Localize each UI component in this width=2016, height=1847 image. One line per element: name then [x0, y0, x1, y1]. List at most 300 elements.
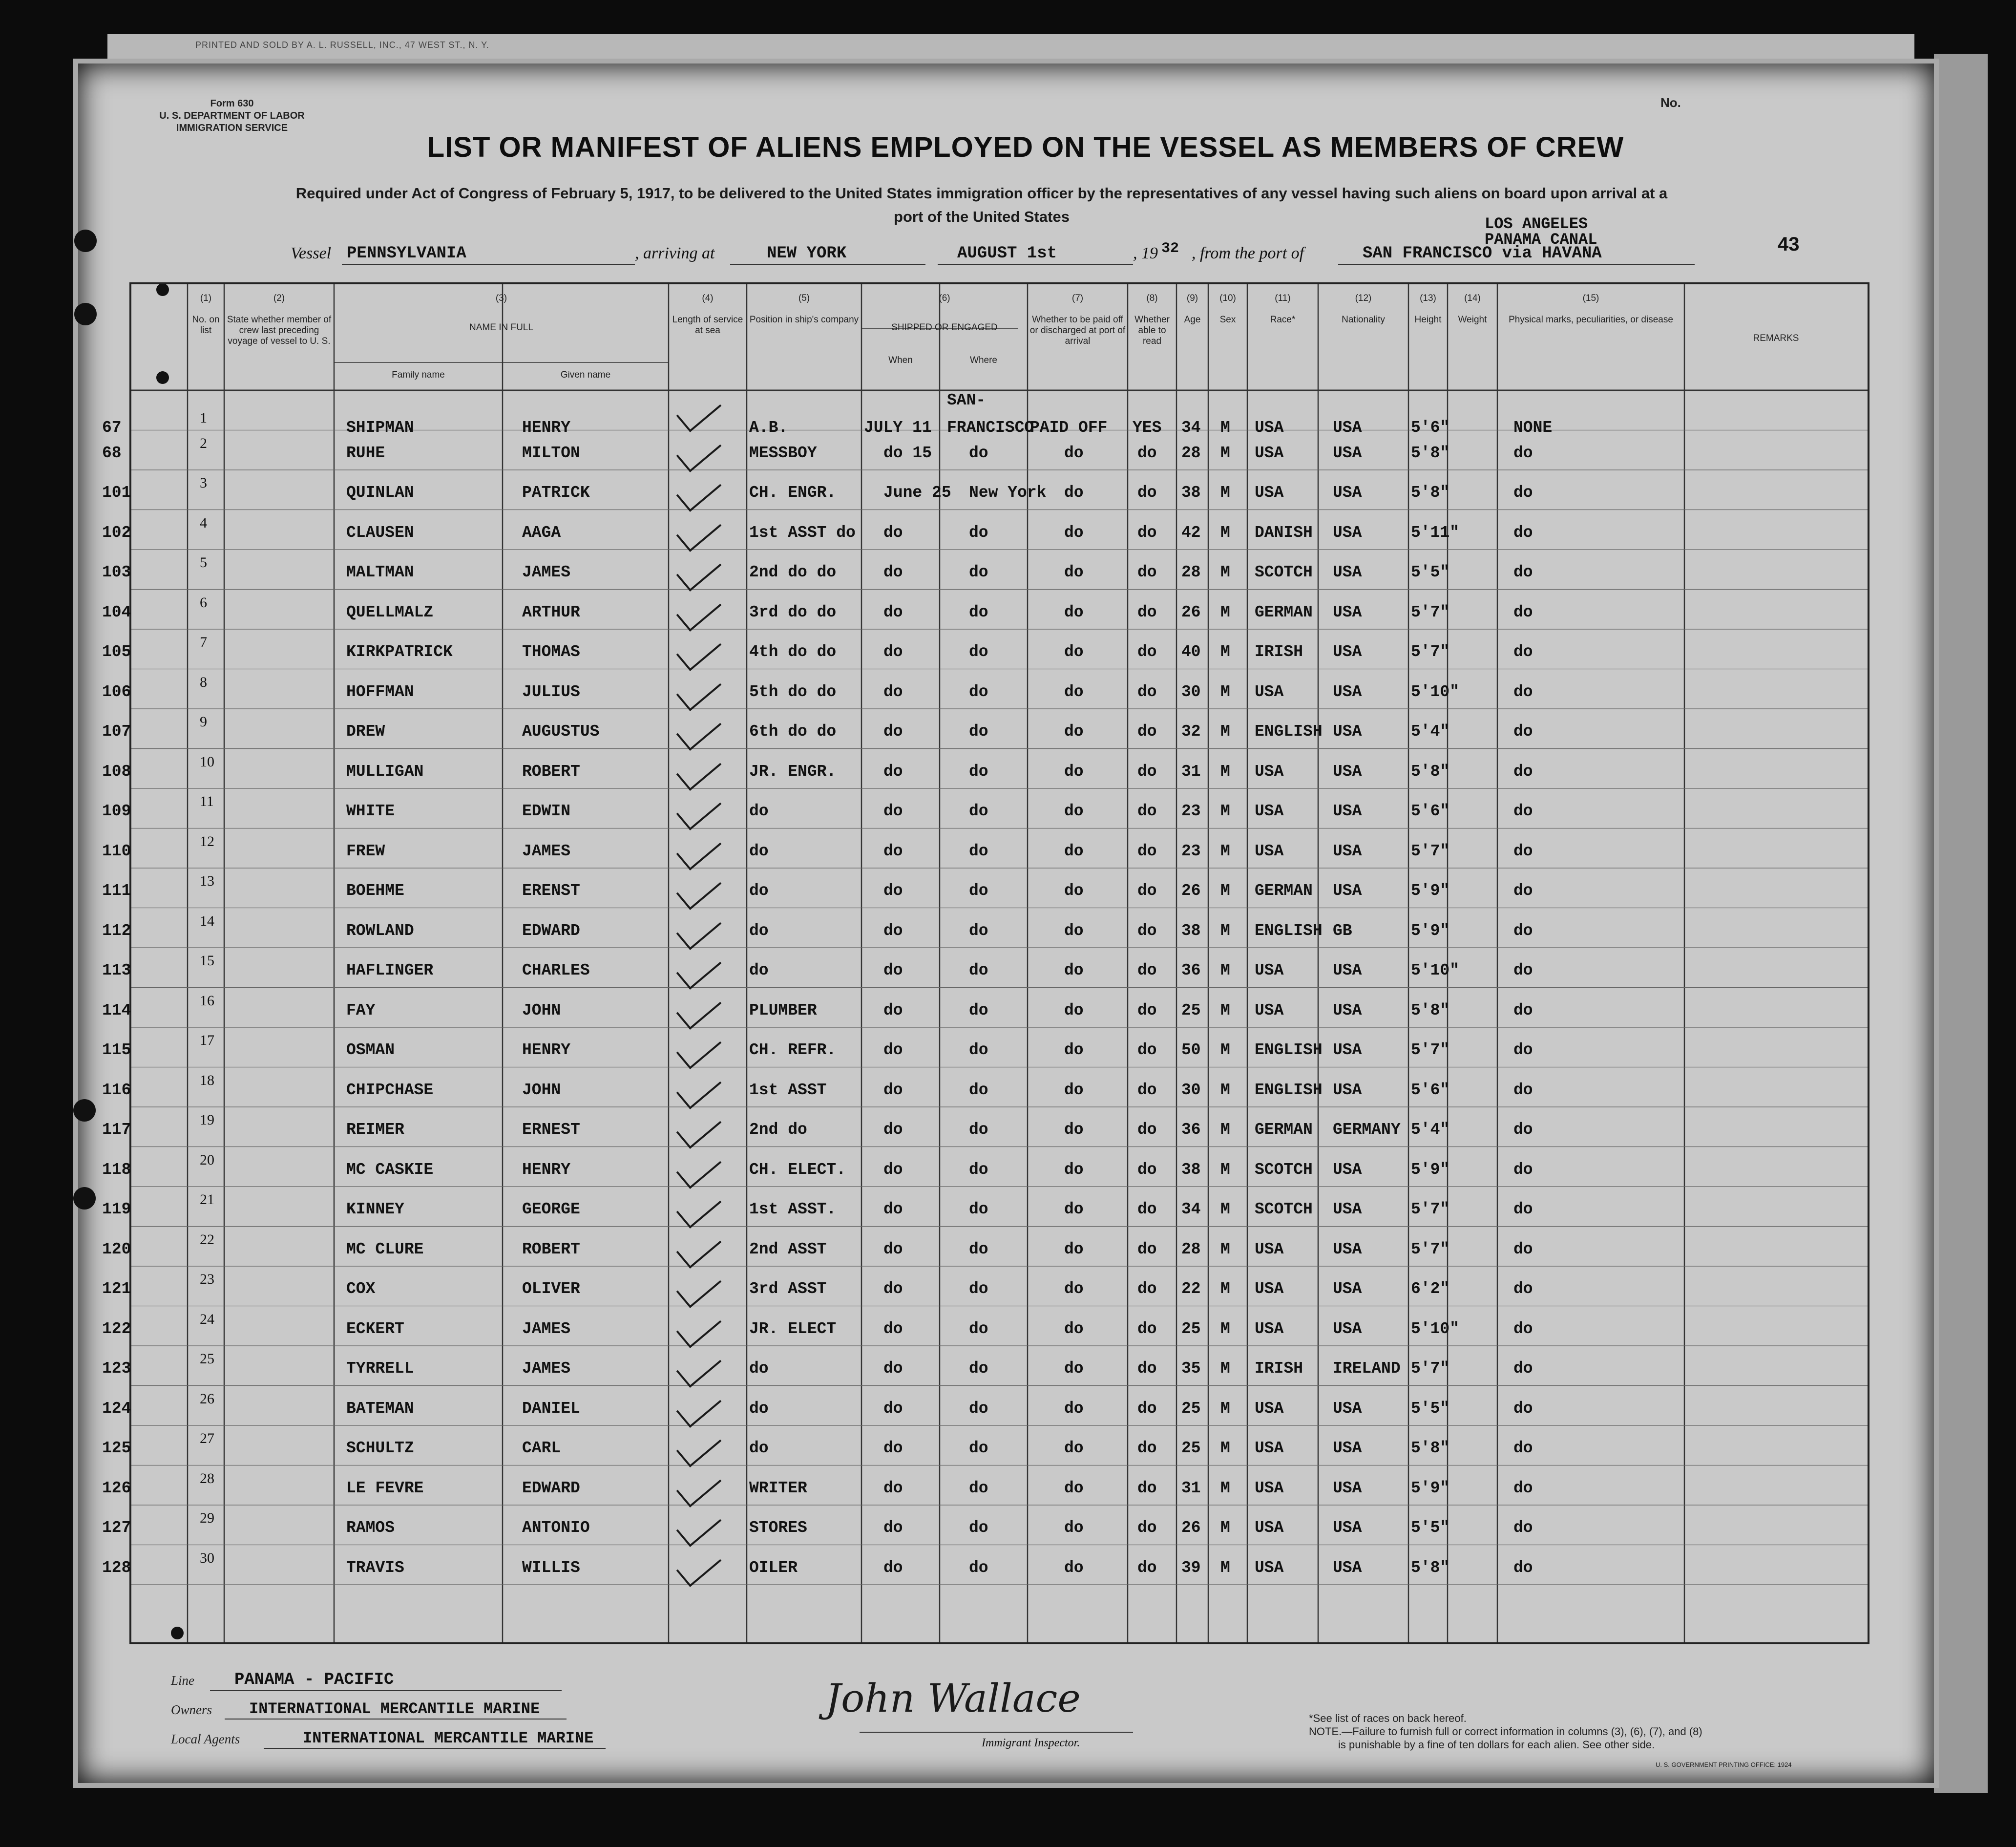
crew-ref-number: 116 — [102, 1081, 131, 1099]
age: 35 — [1181, 1359, 1201, 1378]
family-name: MULLIGAN — [346, 762, 424, 781]
height: 5'6" — [1411, 802, 1450, 820]
race: ENGLISH — [1255, 1041, 1323, 1059]
list-number: 13 — [200, 873, 214, 889]
shipped-where: do — [969, 802, 988, 820]
position: 3rd ASST — [749, 1280, 827, 1298]
shipped-when: do — [883, 921, 903, 940]
height: 5'6" — [1411, 1081, 1450, 1099]
family-name: DREW — [346, 722, 385, 741]
list-number: 12 — [200, 833, 214, 849]
race: USA — [1255, 444, 1284, 462]
shipped-when: do 15 — [883, 444, 932, 462]
physical-marks: do — [1513, 682, 1533, 701]
able-to-read: do — [1137, 682, 1157, 701]
nationality: USA — [1333, 722, 1362, 741]
family-name: BATEMAN — [346, 1399, 414, 1418]
nationality: GERMANY — [1333, 1121, 1401, 1139]
physical-marks: do — [1513, 722, 1533, 741]
able-to-read: do — [1137, 1081, 1157, 1099]
paid-off: do — [1064, 1160, 1084, 1179]
column-header-c12: Nationality — [1342, 315, 1385, 325]
list-number: 3 — [200, 475, 207, 491]
crew-ref-number: 110 — [102, 842, 131, 860]
subtitle-line-1: Required under Act of Congress of February 5, 1917, to be delivered to the United States immigration officer by the representatives of any vessel having such aliens on board upon arrival at a — [295, 185, 1668, 202]
from-port: SAN FRANCISCO via HAVANA — [1363, 244, 1602, 263]
position: JR. ENGR. — [749, 762, 837, 781]
height: 5'6" — [1411, 419, 1450, 437]
height: 5'7" — [1411, 1200, 1450, 1218]
age: 23 — [1181, 842, 1201, 860]
physical-marks: do — [1513, 1479, 1533, 1497]
paid-off: do — [1064, 603, 1084, 621]
position: CH. ELECT. — [749, 1160, 846, 1179]
age: 25 — [1181, 1439, 1201, 1457]
paid-off: do — [1064, 921, 1084, 940]
given-name: EDWIN — [522, 802, 571, 820]
paid-off: do — [1064, 802, 1084, 820]
age: 38 — [1181, 1160, 1201, 1179]
given-name: ERNEST — [522, 1121, 580, 1139]
shipped-when: do — [883, 1479, 903, 1497]
sex: M — [1220, 484, 1230, 502]
column-header-c2: State whether member of crew last preceding voyage of vessel to U. S. — [227, 315, 332, 346]
position: WRITER — [749, 1479, 807, 1497]
shipped-when: do — [883, 603, 903, 621]
position: 2nd do — [749, 1121, 807, 1139]
able-to-read: do — [1137, 1439, 1157, 1457]
shipped-when: do — [883, 842, 903, 860]
family-name: FREW — [346, 842, 385, 860]
height: 5'7" — [1411, 1041, 1450, 1059]
department-block — [151, 98, 313, 134]
race: USA — [1255, 419, 1284, 437]
race: ENGLISH — [1255, 1081, 1323, 1099]
list-number: 2 — [200, 435, 207, 451]
age: 30 — [1181, 1081, 1201, 1099]
race: USA — [1255, 1439, 1284, 1457]
shipped-where: do — [969, 722, 988, 741]
column-header-c1: No. on list — [192, 315, 220, 336]
family-name: LE FEVRE — [346, 1479, 424, 1497]
shipped-when: do — [883, 563, 903, 581]
from-port-label: , from the port of — [1192, 244, 1304, 262]
race: USA — [1255, 1280, 1284, 1298]
crew-ref-number: 109 — [102, 802, 131, 820]
height: 5'11" — [1411, 523, 1460, 542]
column-number-c7: (7) — [1071, 293, 1084, 303]
owners-value: INTERNATIONAL MERCANTILE MARINE — [249, 1700, 540, 1718]
age: 31 — [1181, 1479, 1201, 1497]
crew-ref-number: 105 — [102, 643, 131, 661]
column-header-where: Where — [970, 355, 997, 365]
able-to-read: do — [1137, 842, 1157, 860]
given-name: DANIEL — [522, 1399, 580, 1418]
physical-marks: do — [1513, 842, 1533, 860]
family-name: ECKERT — [346, 1319, 404, 1338]
physical-marks: do — [1513, 961, 1533, 979]
given-name: CARL — [522, 1439, 561, 1457]
age: 34 — [1181, 1200, 1201, 1218]
family-name: REIMER — [346, 1121, 404, 1139]
given-name: EDWARD — [522, 1479, 580, 1497]
crew-ref-number: 68 — [102, 444, 122, 462]
shipped-when: do — [883, 1359, 903, 1378]
physical-marks: do — [1513, 1001, 1533, 1019]
physical-marks: do — [1513, 1439, 1533, 1457]
column-header-c3: NAME IN FULL — [469, 322, 533, 333]
paid-off: PAID OFF — [1030, 419, 1108, 437]
nationality: USA — [1333, 1200, 1362, 1218]
age: 36 — [1181, 961, 1201, 979]
crew-manifest-table — [102, 282, 1869, 1644]
given-name: CHARLES — [522, 961, 590, 979]
column-header-c5: Position in ship's company — [749, 315, 859, 325]
list-number: 23 — [200, 1271, 214, 1287]
column-number-c1: (1) — [200, 293, 212, 303]
local-agents-value: INTERNATIONAL MERCANTILE MARINE — [303, 1729, 594, 1747]
family-name: SCHULTZ — [346, 1439, 414, 1457]
paid-off: do — [1064, 1001, 1084, 1019]
height: 5'7" — [1411, 1240, 1450, 1258]
given-name: HENRY — [522, 419, 571, 437]
shipped-where: do — [969, 563, 988, 581]
age: 36 — [1181, 1121, 1201, 1139]
age: 31 — [1181, 762, 1201, 781]
sex: M — [1220, 643, 1230, 661]
physical-marks: do — [1513, 1399, 1533, 1418]
crew-ref-number: 111 — [102, 882, 131, 900]
position: MESSBOY — [749, 444, 817, 462]
age: 32 — [1181, 722, 1201, 741]
list-number: 17 — [200, 1032, 214, 1048]
shipped-when: do — [883, 1041, 903, 1059]
shipped-when: do — [883, 1280, 903, 1298]
nationality: USA — [1333, 1001, 1362, 1019]
arriving-label: , arriving at — [635, 244, 715, 262]
sex: M — [1220, 1041, 1230, 1059]
crew-ref-number: 120 — [102, 1240, 131, 1258]
list-number: 15 — [200, 953, 214, 969]
age: 26 — [1181, 1519, 1201, 1537]
sex: M — [1220, 1558, 1230, 1577]
able-to-read: do — [1137, 802, 1157, 820]
column-number-c4: (4) — [702, 293, 714, 303]
position: 1st ASST. — [749, 1200, 837, 1218]
page-number: 43 — [1778, 234, 1800, 255]
able-to-read: do — [1137, 1001, 1157, 1019]
shipped-when: do — [883, 1200, 903, 1218]
shipped-where: do — [969, 882, 988, 900]
height: 5'7" — [1411, 643, 1450, 661]
given-name: AUGUSTUS — [522, 722, 600, 741]
position: JR. ELECT — [749, 1319, 837, 1338]
shipped-where: do — [969, 603, 988, 621]
position: CH. REFR. — [749, 1041, 837, 1059]
punch-hole — [73, 1099, 96, 1122]
race: USA — [1255, 1240, 1284, 1258]
shipped-when: do — [883, 1160, 903, 1179]
family-name: CLAUSEN — [346, 523, 414, 542]
punch-hole — [74, 230, 97, 252]
paid-off: do — [1064, 1200, 1084, 1218]
shipped-where: do — [969, 1558, 988, 1577]
given-name: OLIVER — [522, 1280, 580, 1298]
race: SCOTCH — [1255, 1200, 1313, 1218]
list-number: 30 — [200, 1550, 214, 1566]
line-label: Line — [171, 1673, 195, 1688]
height: 5'8" — [1411, 1439, 1450, 1457]
crew-ref-number: 117 — [102, 1121, 131, 1139]
sex: M — [1220, 444, 1230, 462]
age: 38 — [1181, 484, 1201, 502]
physical-marks: do — [1513, 921, 1533, 940]
physical-marks: do — [1513, 1359, 1533, 1378]
position: 1st ASST — [749, 1081, 827, 1099]
shipped-when: do — [883, 1240, 903, 1258]
family-name: KIRKPATRICK — [346, 643, 453, 661]
arrival-year: 32 — [1161, 240, 1179, 257]
height: 5'9" — [1411, 1479, 1450, 1497]
paid-off: do — [1064, 682, 1084, 701]
position: 2nd ASST — [749, 1240, 827, 1258]
column-number-c11: (11) — [1275, 293, 1291, 303]
list-number: 1 — [200, 410, 207, 426]
nationality: USA — [1333, 1280, 1362, 1298]
shipped-where: do — [969, 961, 988, 979]
inspector-label: Immigrant Inspector. — [982, 1737, 1080, 1749]
shipped-where: do — [969, 523, 988, 542]
paid-off: do — [1064, 643, 1084, 661]
given-name: ROBERT — [522, 1240, 580, 1258]
arrival-port: NEW YORK — [767, 244, 847, 263]
shipped-where: do — [969, 762, 988, 781]
paid-off: do — [1064, 1439, 1084, 1457]
list-number: 21 — [200, 1191, 214, 1208]
given-name: JAMES — [522, 1319, 571, 1338]
nationality: USA — [1333, 484, 1362, 502]
nationality: GB — [1333, 921, 1352, 940]
nationality: USA — [1333, 1160, 1362, 1179]
position: do — [749, 1359, 769, 1378]
able-to-read: do — [1137, 1160, 1157, 1179]
race: ENGLISH — [1255, 921, 1323, 940]
shipped-where: do — [969, 1200, 988, 1218]
position: 1st ASST do — [749, 523, 856, 542]
printer-line: PRINTED AND SOLD BY A. L. RUSSELL, INC., 47 WEST ST., N. Y. — [195, 40, 489, 50]
nationality: USA — [1333, 1439, 1362, 1457]
punch-hole — [74, 303, 97, 325]
crew-ref-number: 103 — [102, 563, 131, 581]
age: 28 — [1181, 444, 1201, 462]
given-name: WILLIS — [522, 1558, 580, 1577]
sex: M — [1220, 722, 1230, 741]
given-name: JAMES — [522, 1359, 571, 1378]
race: USA — [1255, 842, 1284, 860]
physical-marks: do — [1513, 1240, 1533, 1258]
list-number: 5 — [200, 554, 207, 571]
vessel-label: Vessel — [291, 244, 332, 262]
given-name: ROBERT — [522, 762, 580, 781]
shipped-when: do — [883, 961, 903, 979]
able-to-read: do — [1137, 444, 1157, 462]
age: 23 — [1181, 802, 1201, 820]
sex: M — [1220, 1001, 1230, 1019]
family-name: SHIPMAN — [346, 419, 414, 437]
column-number-c9: (9) — [1186, 293, 1198, 303]
crew-ref-number: 121 — [102, 1280, 131, 1298]
position: STORES — [749, 1519, 807, 1537]
given-name: ARTHUR — [522, 603, 580, 621]
nationality: USA — [1333, 1558, 1362, 1577]
nationality: USA — [1333, 961, 1362, 979]
physical-marks: do — [1513, 1121, 1533, 1139]
family-name: HAFLINGER — [346, 961, 434, 979]
sex: M — [1220, 842, 1230, 860]
given-name: HENRY — [522, 1160, 571, 1179]
able-to-read: do — [1137, 961, 1157, 979]
nationality: USA — [1333, 1479, 1362, 1497]
age: 25 — [1181, 1399, 1201, 1418]
race: USA — [1255, 1319, 1284, 1338]
shipped-where: do — [969, 1359, 988, 1378]
crew-ref-number: 113 — [102, 961, 131, 979]
sex: M — [1220, 603, 1230, 621]
shipped-when: do — [883, 1081, 903, 1099]
list-number: 7 — [200, 634, 207, 650]
race: USA — [1255, 1479, 1284, 1497]
list-number: 20 — [200, 1151, 214, 1168]
crew-ref-number: 108 — [102, 762, 131, 781]
given-name: AAGA — [522, 523, 561, 542]
arrival-date: AUGUST 1st — [957, 244, 1057, 263]
paid-off: do — [1064, 1359, 1084, 1378]
race: GERMAN — [1255, 882, 1313, 900]
shipped-where: do — [969, 921, 988, 940]
column-number-c12: (12) — [1355, 293, 1372, 303]
family-name: OSMAN — [346, 1041, 395, 1059]
height: 5'5" — [1411, 1399, 1450, 1418]
race: SCOTCH — [1255, 1160, 1313, 1179]
crew-ref-number: 127 — [102, 1519, 131, 1537]
subtitle-line-2: port of the United States — [894, 208, 1070, 225]
height: 5'9" — [1411, 1160, 1450, 1179]
age: 28 — [1181, 1240, 1201, 1258]
given-name: JOHN — [522, 1001, 561, 1019]
age: 30 — [1181, 682, 1201, 701]
nationality: USA — [1333, 762, 1362, 781]
race: USA — [1255, 762, 1284, 781]
row-1-where-prefix: SAN- — [947, 391, 986, 409]
age: 26 — [1181, 603, 1201, 621]
sex: M — [1220, 419, 1230, 437]
family-name: ROWLAND — [346, 921, 414, 940]
year-label: , 19 — [1133, 244, 1158, 262]
crew-ref-number: 104 — [102, 603, 131, 621]
sex: M — [1220, 1280, 1230, 1298]
sex: M — [1220, 1399, 1230, 1418]
column-header-c9: Age — [1184, 315, 1201, 325]
height: 5'7" — [1411, 603, 1450, 621]
race: USA — [1255, 682, 1284, 701]
given-name: JULIUS — [522, 682, 580, 701]
given-name: HENRY — [522, 1041, 571, 1059]
sex: M — [1220, 802, 1230, 820]
race: GERMAN — [1255, 603, 1313, 621]
family-name: KINNEY — [346, 1200, 404, 1218]
nationality: IRELAND — [1333, 1359, 1401, 1378]
list-number: 18 — [200, 1072, 214, 1088]
height: 5'10" — [1411, 682, 1460, 701]
sex: M — [1220, 882, 1230, 900]
printing-office: U. S. GOVERNMENT PRINTING OFFICE: 1924 — [1656, 1761, 1792, 1768]
race-note: *See list of races on back hereof. — [1309, 1712, 1467, 1724]
shipped-where: do — [969, 1399, 988, 1418]
given-name: PATRICK — [522, 484, 590, 502]
sex: M — [1220, 921, 1230, 940]
height: 5'9" — [1411, 882, 1450, 900]
column-header-when: When — [888, 355, 913, 365]
shipped-where: do — [969, 444, 988, 462]
position: OILER — [749, 1558, 798, 1577]
able-to-read: do — [1137, 603, 1157, 621]
list-number: 4 — [200, 514, 207, 531]
physical-marks: do — [1513, 523, 1533, 542]
shipped-when: do — [883, 643, 903, 661]
family-name: WHITE — [346, 802, 395, 820]
family-name: TRAVIS — [346, 1558, 404, 1577]
nationality: USA — [1333, 682, 1362, 701]
list-number: 8 — [200, 674, 207, 690]
sex: M — [1220, 1439, 1230, 1457]
form-number: Form 630 — [210, 98, 254, 109]
column-number-c5: (5) — [798, 293, 810, 303]
shipped-where: do — [969, 1319, 988, 1338]
shipped-when: do — [883, 1558, 903, 1577]
shipped-when: do — [883, 882, 903, 900]
able-to-read: do — [1137, 762, 1157, 781]
age: 26 — [1181, 882, 1201, 900]
paid-off: do — [1064, 1081, 1084, 1099]
position: do — [749, 1399, 769, 1418]
given-name: JAMES — [522, 842, 571, 860]
column-header-remarks: REMARKS — [1753, 333, 1799, 343]
height: 5'8" — [1411, 444, 1450, 462]
column-header-given-name: Given name — [560, 370, 611, 380]
crew-ref-number: 101 — [102, 484, 131, 502]
sex: M — [1220, 1200, 1230, 1218]
height: 6'2" — [1411, 1280, 1450, 1298]
family-name: MALTMAN — [346, 563, 414, 581]
nationality: USA — [1333, 603, 1362, 621]
page-title: LIST OR MANIFEST OF ALIENS EMPLOYED ON THE VESSEL AS MEMBERS OF CREW — [427, 131, 1624, 163]
able-to-read: do — [1137, 563, 1157, 581]
age: 42 — [1181, 523, 1201, 542]
column-header-c4: Length of service at sea — [672, 315, 743, 336]
sex: M — [1220, 1081, 1230, 1099]
able-to-read: do — [1137, 523, 1157, 542]
family-name: RUHE — [346, 444, 385, 462]
nationality: USA — [1333, 1399, 1362, 1418]
shipped-where: do — [969, 643, 988, 661]
position: A.B. — [749, 419, 788, 437]
physical-marks: do — [1513, 643, 1533, 661]
nationality: USA — [1333, 1081, 1362, 1099]
service-name: IMMIGRATION SERVICE — [176, 123, 288, 133]
list-number: 16 — [200, 992, 214, 1009]
inspector-signature: John Wallace — [825, 1676, 1081, 1721]
list-number: 28 — [200, 1470, 214, 1486]
